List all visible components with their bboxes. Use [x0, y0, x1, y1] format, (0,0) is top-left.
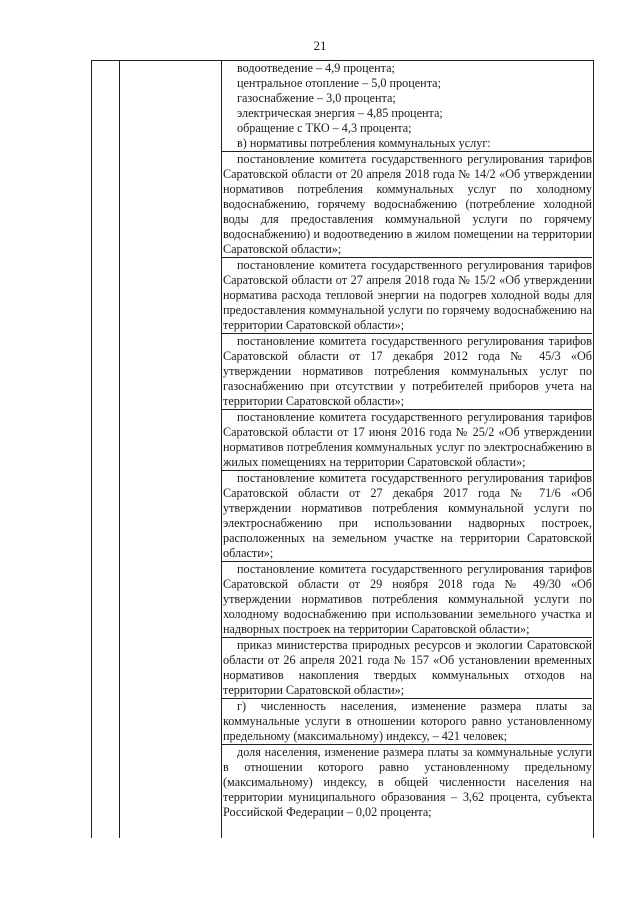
section-heading-consumption-norms: в) нормативы потребления коммунальных услуг:	[237, 136, 491, 150]
text-line-water-disposal: водоотведение – 4,9 процента;	[237, 61, 395, 75]
paragraph-population-count: г) численность населения, изменение размера платы за коммунальные услуги в отношении которого равно установленному предельному (максимальному) индексу, – 421 человек;	[223, 699, 592, 743]
page-number: 21	[313, 38, 327, 53]
paragraph-population-share: доля населения, изменение размера платы за коммунальные услуги в отношении которого равно установленному предельному (максимальному) индексу, в общей численности населения на территории муниципального образования – 3,62 процента, субъекта Российской Федерации – 0,02 процента;	[223, 745, 592, 819]
text-line-central-heating: центральное отопление – 5,0 процента;	[237, 76, 441, 90]
paragraph-resolution-15-2: постановление комитета государственного регулирования тарифов Саратовской области от 27 апреля 2018 года № 15/2 «Об утверждении норматива расхода тепловой энергии на подогрев холодной воды для предоставления коммунальной услуги по горячему водоснабжению на территории Саратовской области»;	[223, 258, 592, 332]
table-cell-content	[223, 61, 592, 820]
text-line-gas-supply: газоснабжение – 3,0 процента;	[237, 91, 396, 105]
text-line-electric-energy: электрическая энергия – 4,85 процента;	[237, 106, 443, 120]
paragraph-resolution-14-2: постановление комитета государственного регулирования тарифов Саратовской области от 20 апреля 2018 года № 14/2 «Об утверждении нормативов потребления коммунальных услуг по холодному водоснабжению, горячему водоснабжению (потребление холодной воды для предоставления коммунальной услуги по горячему водоснабжению) и водоотведению в жилом помещении на территории Саратовской области»;	[223, 152, 592, 256]
table-column-divider-1	[119, 61, 120, 838]
paragraph-resolution-25-2: постановление комитета государственного регулирования тарифов Саратовской области от 17 июня 2016 года № 25/2 «Об утверждении нормативов потребления коммунальных услуг по электроснабжению в жилых помещениях на территории Саратовской области»;	[223, 410, 592, 469]
paragraph-resolution-71-6: постановление комитета государственного регулирования тарифов Саратовской области от 27 декабря 2017 года № 71/6 «Об утверждении нормативов потребления коммунальной услуги по электроснабжению при использовании надворных построек, расположенных на земельном участке на территории Саратовской области»;	[223, 471, 592, 560]
paragraph-order-157: приказ министерства природных ресурсов и экологии Саратовской области от 26 апреля 2021 года № 157 «Об установлении временных нормативов накопления твердых коммунальных отходов на территории Саратовской области»;	[223, 638, 592, 697]
text-line-waste-handling: обращение с ТКО – 4,3 процента;	[237, 121, 412, 135]
paragraph-resolution-45-3: постановление комитета государственного регулирования тарифов Саратовской области от 17 декабря 2012 года № 45/3 «Об утверждении нормативов потребления коммунальных услуг по газоснабжению при отсутствии у потребителей приборов учета на территории Саратовской области»;	[223, 334, 592, 408]
paragraph-resolution-49-30: постановление комитета государственного регулирования тарифов Саратовской области от 29 ноября 2018 года № 49/30 «Об утверждении нормативов потребления коммунальной услуги по холодному водоснабжению при использовании земельного участка и надворных построек на территории Саратовской области»;	[223, 562, 592, 636]
